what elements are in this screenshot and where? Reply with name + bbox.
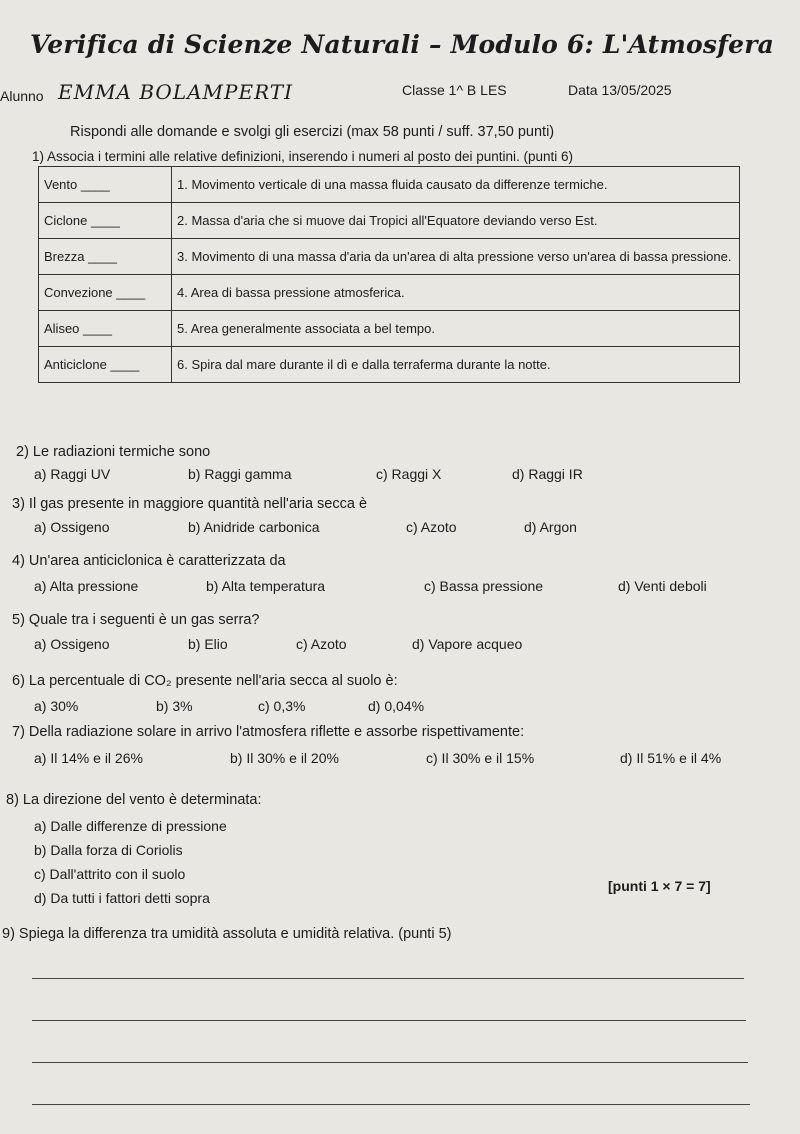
definition-cell: 3. Movimento di una massa d'aria da un'area di alta pressione verso un'area di bassa pressione. [172,239,740,275]
table-row [39,239,740,275]
q8-option-d[interactable]: d) Da tutti i fattori detti sopra [34,890,210,906]
q5-text: 5) Quale tra i seguenti è un gas serra? [12,612,260,628]
q3-option-b[interactable]: b) Anidride carbonica [188,519,320,535]
q1-text: 1) Associa i termini alle relative definizioni, inserendo i numeri al posto dei puntini. (punti 6) [32,149,574,164]
definition-cell: 5. Area generalmente associata a bel tempo. [172,311,740,347]
matching-table [38,166,740,383]
q4-option-d[interactable]: d) Venti deboli [618,578,707,594]
student-label: Alunno [0,88,44,104]
q4-option-b[interactable]: b) Alta temperatura [206,578,326,594]
term-cell[interactable]: Convezione ____ [39,275,172,311]
table-row [39,311,740,347]
q2-option-a[interactable]: a) Raggi UV [34,466,111,482]
term-cell[interactable]: Brezza ____ [39,239,172,275]
q3-option-a[interactable]: a) Ossigeno [34,519,110,535]
q6-text: 6) La percentuale di CO₂ presente nell'aria secca al suolo è: [12,673,398,689]
q2-option-c[interactable]: c) Raggi X [376,466,442,482]
q9-text: 9) Spiega la differenza tra umidità assoluta e umidità relativa. (punti 5) [2,926,452,942]
q8-option-a[interactable]: a) Dalle differenze di pressione [34,818,227,834]
q6-option-b[interactable]: b) 3% [156,698,193,714]
term-cell[interactable]: Anticiclone ____ [39,347,172,383]
q8-text: 8) La direzione del vento è determinata: [6,792,262,808]
definition-cell: 2. Massa d'aria che si muove dai Tropici all'Equatore deviando verso Est. [172,203,740,239]
q6-option-c[interactable]: c) 0,3% [258,698,306,714]
student-name: EMMA BOLAMPERTI [58,80,294,104]
definition-cell: 1. Movimento verticale di una massa fluida causato da differenze termiche. [172,167,740,203]
date-label: Data 13/05/2025 [568,82,672,98]
q7-option-d[interactable]: d) Il 51% e il 4% [620,750,722,766]
answer-line[interactable] [32,1020,746,1021]
answer-line[interactable] [32,1062,748,1063]
table-row [39,347,740,383]
q5-option-b[interactable]: b) Elio [188,636,228,652]
q7-option-a[interactable]: a) Il 14% e il 26% [34,750,143,766]
q3-option-d[interactable]: d) Argon [524,519,577,535]
definition-cell: 4. Area di bassa pressione atmosferica. [172,275,740,311]
q2-option-d[interactable]: d) Raggi IR [512,466,583,482]
q5-option-a[interactable]: a) Ossigeno [34,636,110,652]
table-row [39,167,740,203]
q8-option-b[interactable]: b) Dalla forza di Coriolis [34,842,183,858]
q8-option-c[interactable]: c) Dall'attrito con il suolo [34,866,186,882]
instructions: Rispondi alle domande e svolgi gli esercizi (max 58 punti / suff. 37,50 punti) [70,124,555,140]
table-row [39,203,740,239]
answer-line[interactable] [32,978,744,979]
q8-points: [punti 1 × 7 = 7] [608,878,711,894]
term-cell[interactable]: Vento ____ [39,167,172,203]
q2-text: 2) Le radiazioni termiche sono [16,444,211,460]
page-title: Verifica di Scienze Naturali – Modulo 6: L'Atmosfera [30,30,775,59]
term-cell[interactable]: Ciclone ____ [39,203,172,239]
q7-option-b[interactable]: b) Il 30% e il 20% [230,750,339,766]
q7-text: 7) Della radiazione solare in arrivo l'atmosfera riflette e assorbe rispettivamente: [12,724,525,740]
q7-option-c[interactable]: c) Il 30% e il 15% [426,750,535,766]
class-label: Classe 1^ B LES [402,82,507,98]
q6-option-a[interactable]: a) 30% [34,698,79,714]
q5-option-c[interactable]: c) Azoto [296,636,347,652]
q3-text: 3) Il gas presente in maggiore quantità nell'aria secca è [12,496,368,512]
q4-option-a[interactable]: a) Alta pressione [34,578,139,594]
term-cell[interactable]: Aliseo ____ [39,311,172,347]
q6-option-d[interactable]: d) 0,04% [368,698,425,714]
q5-option-d[interactable]: d) Vapore acqueo [412,636,523,652]
q4-text: 4) Un'area anticiclonica è caratterizzata da [12,553,286,569]
table-row [39,275,740,311]
q4-option-c[interactable]: c) Bassa pressione [424,578,544,594]
answer-line[interactable] [32,1104,750,1105]
q2-option-b[interactable]: b) Raggi gamma [188,466,292,482]
definition-cell: 6. Spira dal mare durante il dì e dalla terraferma durante la notte. [172,347,740,383]
q3-option-c[interactable]: c) Azoto [406,519,457,535]
